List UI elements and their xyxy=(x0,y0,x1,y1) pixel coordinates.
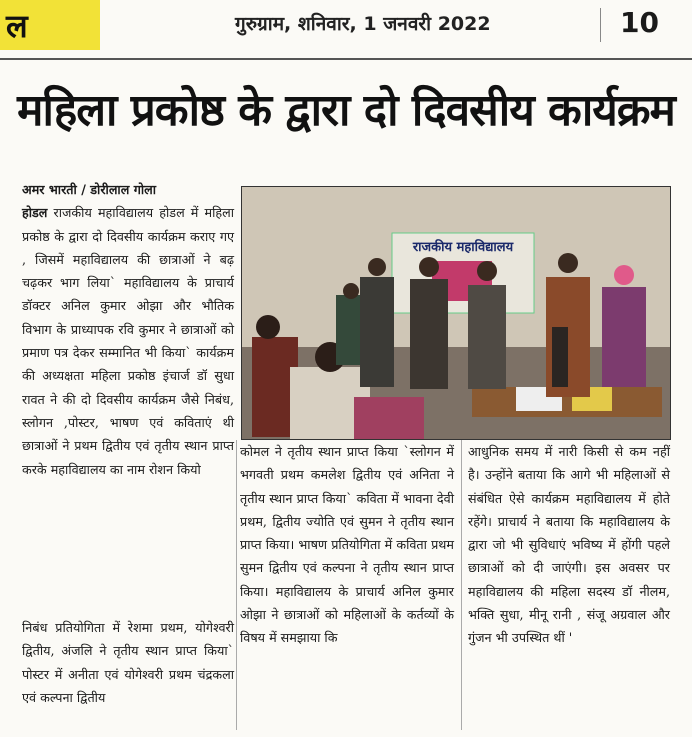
lead-paragraph xyxy=(22,201,234,481)
article-column-middle: कोमल ने तृतीय स्थान प्राप्त किया `स्लोगन में भगवती प्रथम कमलेश द्वितीय एवं अनिता ने तृतीय स्थान प्राप्त किया` कविता में भावना देवी प्रथम, द्वितीय ज्योति एवं सुमन ने तृतीय स्थान प्राप्त किया। भाषण प्रतियोगिता में कविता प्रथम सुमन द्वितीय एवं कल्पना ने तृतीय स्थान प्राप्त किया। महाविद्यालय के प्राचार्य अनिल कुमार ओझा ने छात्राओं को महिलाओं के कर्तव्यों के विषय में समझाया कि xyxy=(240,444,454,646)
section-tag xyxy=(0,0,100,50)
lead-place: होडल xyxy=(22,205,48,221)
dateline: गुरुग्राम, शनिवार, 1 जनवरी 2022 xyxy=(235,13,491,35)
lead-text: राजकीय महाविद्यालय होडल में महिला प्रकोष्ठ के द्वारा दो दिवसीय कार्यक्रम कराए गए , जिसमें महाविद्यालय की छात्राओं ने बढ़ चढ़कर भाग लिया` महाविद्यालय के प्राचार्य डॉक्टर अनिल कुमार ओझा और भौतिक विभाग के प्राध्यापक रवि कुमार ने छात्राओं को प्रमाण पत्र देकर सम्मानित भी किया` कार्यक्रम की अध्यक्षता महिला प्रकोष्ठ इंचार्ज डॉ सुधा रावत ने की दो दिवसीय कार्यक्रम जैसे निबंध, स्लोगन ,पोस्टर, भाषण एवं कविताएं थी छात्राओं ने प्रथम द्वितीय एवं तृतीय स्थान प्राप्त करके महाविद्यालय का नाम रोशन कियो xyxy=(22,205,234,477)
headline: महिला प्रकोष्ठ के द्वारा दो दिवसीय कार्यक्रम xyxy=(17,85,675,136)
column-divider xyxy=(461,440,462,730)
article-column-right: आधुनिक समय में नारी किसी से कम नहीं है। उन्होंने बताया कि आगे भी महिलाओं से संबंधित ऐसे कार्यक्रम महाविद्यालय में होते रहेंगे। प्राचार्य ने बताया कि महाविद्यालय के द्वारा जो भी सुविधाएं भविष्य में होंगी पहले छात्राओं को दी जाएंगी। इस अवसर पर महाविद्यालय की महिला सदस्य डॉ नीलम, भक्ति सुधा, मीनू रानी , संजू अग्रवाल और गुंजन भी उपस्थित थीं ' xyxy=(468,444,670,646)
header-rule xyxy=(0,58,692,60)
header-divider xyxy=(600,8,601,42)
byline: अमर भारती / डोरीलाल गोला xyxy=(22,182,157,197)
banner-text: राजकीय महाविद्यालय xyxy=(412,240,514,255)
article-column-left xyxy=(22,178,234,481)
section-tag-label: ल xyxy=(6,7,28,45)
event-photo-image xyxy=(242,187,670,439)
event-photo xyxy=(241,186,671,440)
page-number: 10 xyxy=(620,6,659,39)
article-paragraph-2: निबंध प्रतियोगिता में रेशमा प्रथम, योगेश्वरी द्वितीय, अंजलि ने तृतीय स्थान प्राप्त किया` पोस्टर में अनीता एवं योगेश्वरी प्रथम चंद्रकला एवं कल्पना द्वितीय xyxy=(22,620,234,705)
column-divider xyxy=(236,440,237,730)
